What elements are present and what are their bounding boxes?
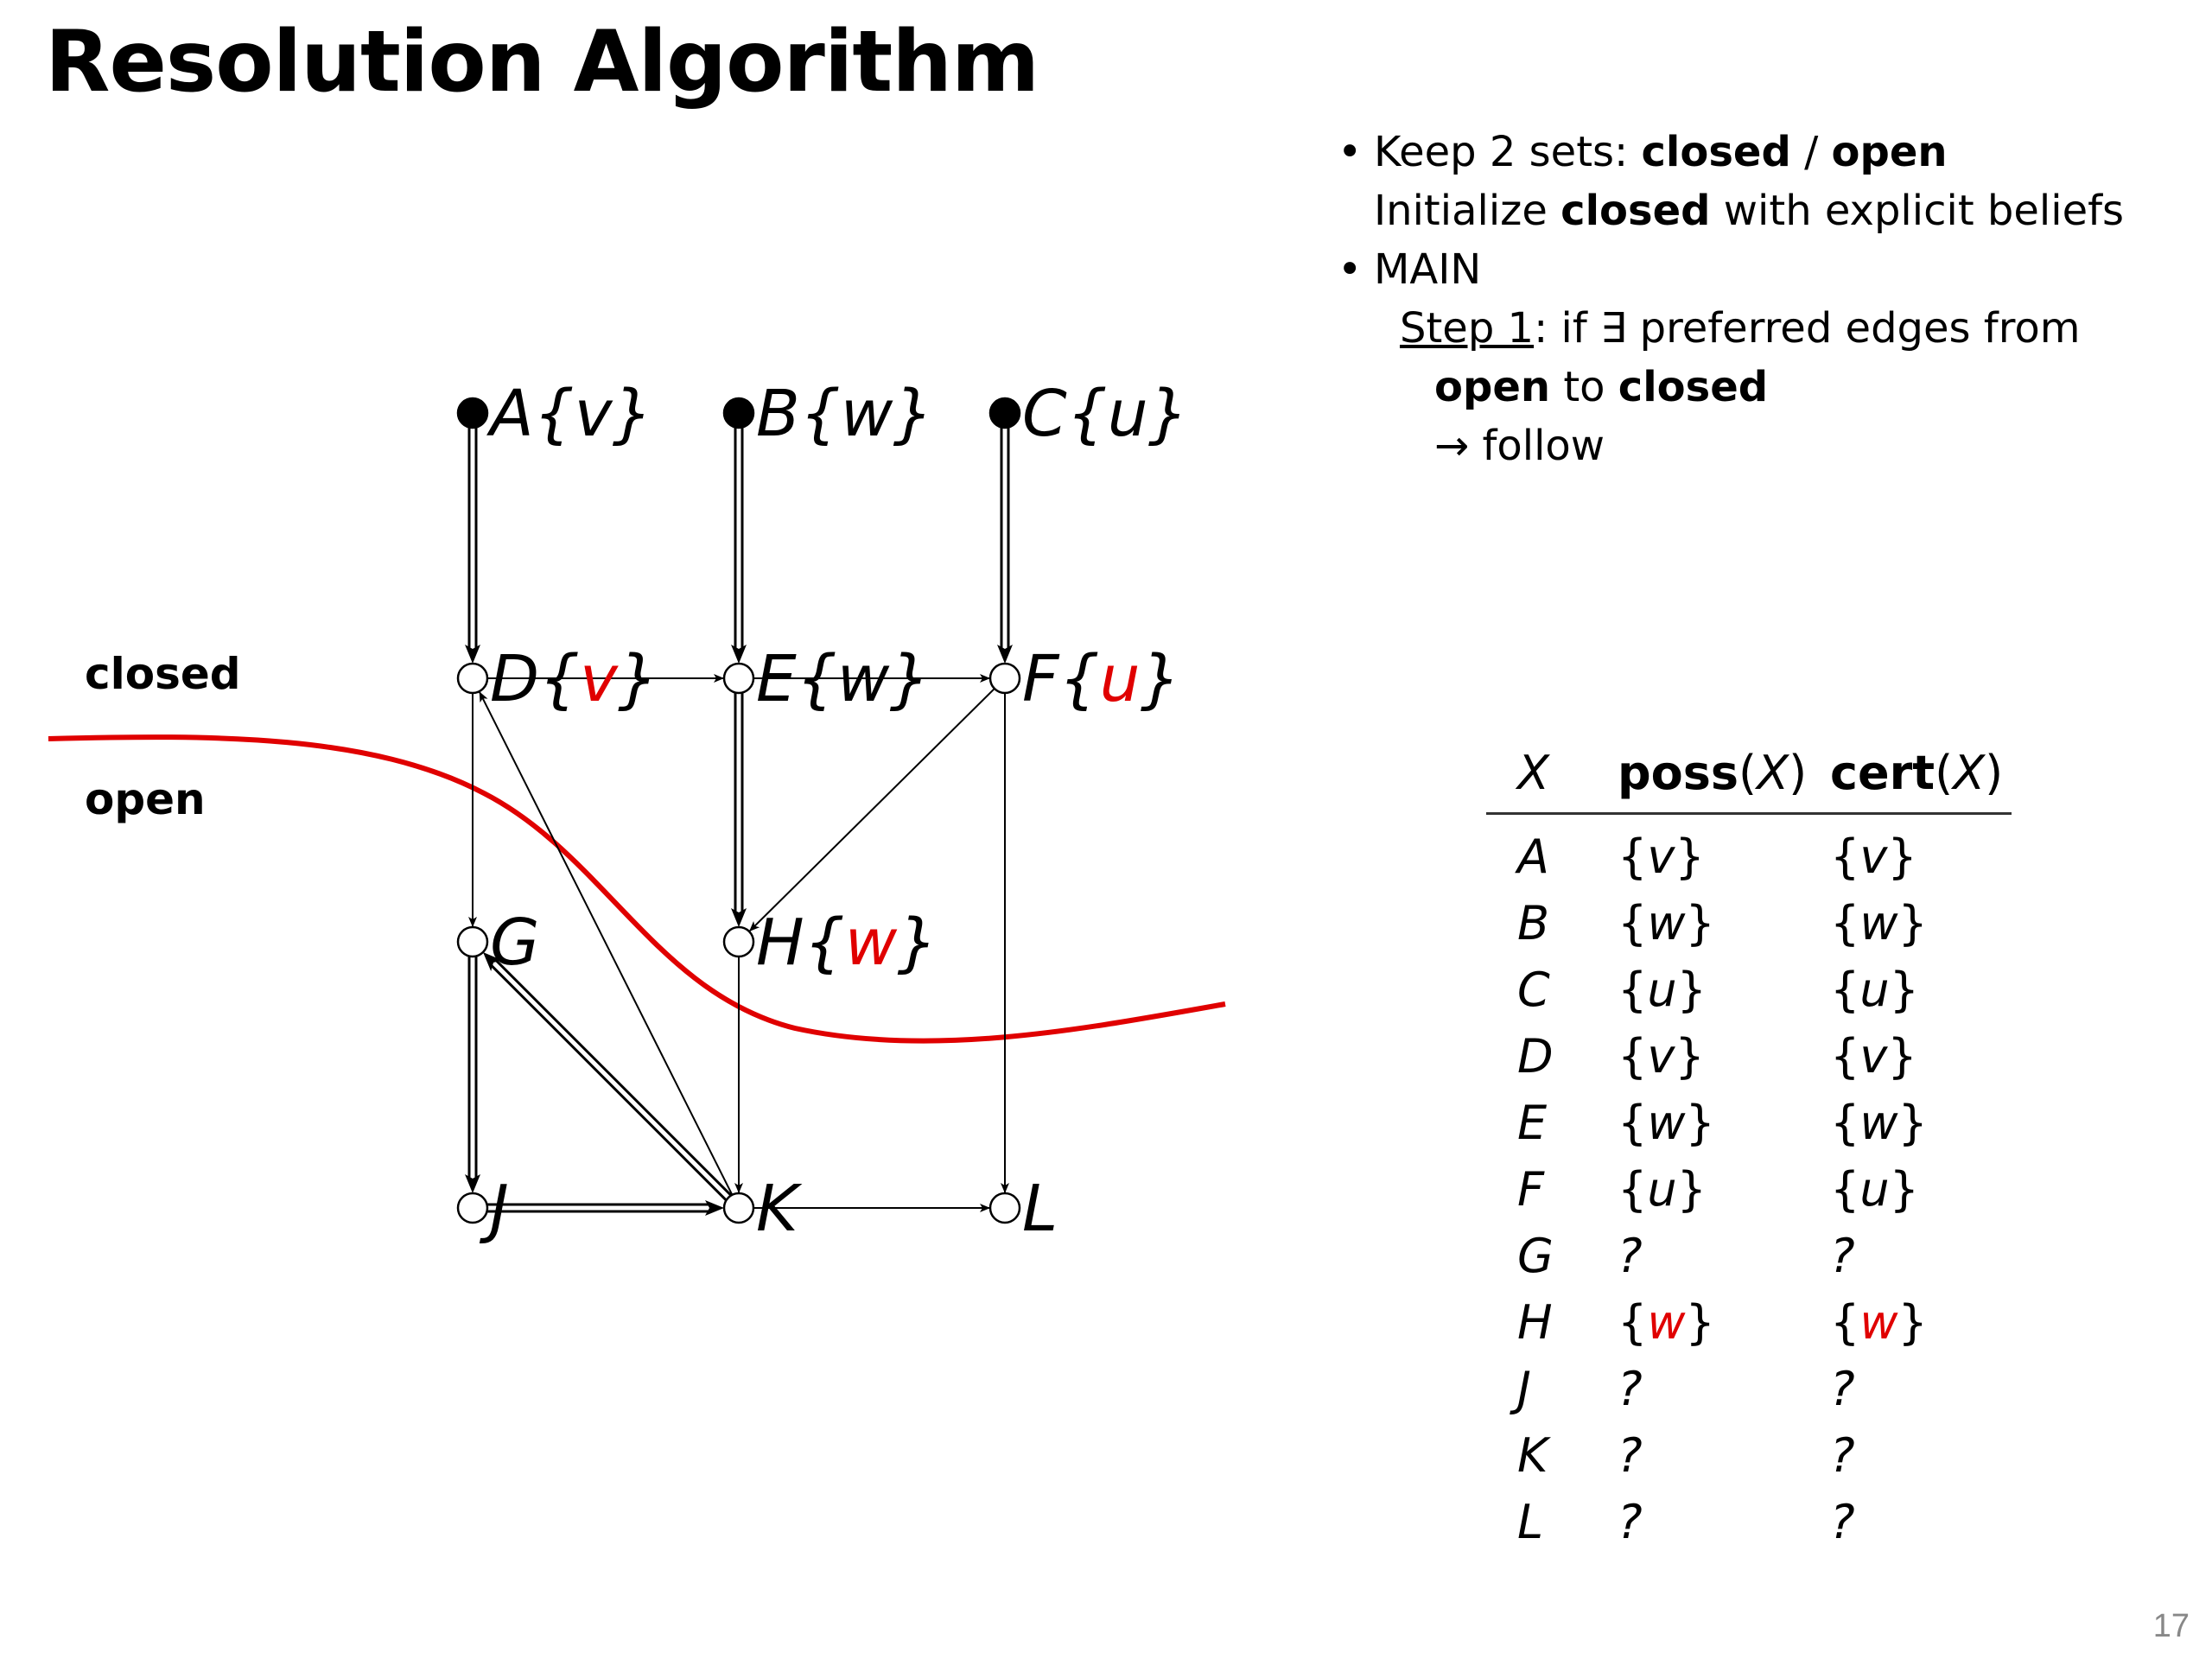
table-row	[1486, 1156, 2012, 1223]
node-F-label: F{u}	[1022, 642, 1181, 716]
cell-cert: {w}	[1830, 896, 1928, 950]
node-A	[458, 377, 653, 451]
node-K-label: K	[756, 1172, 798, 1246]
bullet-dot-icon: •	[1338, 128, 1363, 176]
page-number: 17	[2152, 1608, 2190, 1644]
bullet-keep-sets: • Keep 2 sets: closed / open	[1338, 123, 2124, 181]
edge-K-G	[484, 953, 731, 1200]
node-D-label: D{v}	[490, 642, 658, 716]
cell-x: B	[1517, 896, 1550, 950]
cell-cert: {w}	[1830, 1096, 1928, 1150]
table-row	[1486, 1489, 2012, 1555]
node-K-dot	[724, 1193, 753, 1223]
node-A-label: A{v}	[490, 377, 653, 451]
step-1-follow: → follow	[1434, 422, 1605, 470]
node-C-dot	[990, 398, 1020, 428]
cell-cert: {v}	[1830, 1029, 1917, 1084]
node-B	[724, 377, 933, 451]
table-row	[1486, 1356, 2012, 1422]
cell-x: H	[1517, 1295, 1553, 1350]
belief-graph	[0, 0, 1253, 1279]
bullet-dot-icon: •	[1338, 245, 1363, 294]
cell-x: D	[1517, 1029, 1554, 1084]
table-row	[1486, 1090, 2012, 1156]
cell-poss: {w}	[1618, 896, 1715, 950]
edge-B-E	[735, 428, 742, 663]
algorithm-notes	[1338, 123, 2124, 475]
closed-region-label: closed	[85, 649, 241, 699]
cell-poss: {w}	[1618, 1295, 1715, 1350]
node-H-dot	[724, 927, 753, 957]
bullet-initialize: Initialize closed with explicit beliefs	[1374, 187, 2125, 235]
cell-poss: {v}	[1618, 830, 1705, 884]
node-B-dot	[724, 398, 753, 428]
cell-poss: ?	[1618, 1229, 1643, 1283]
table-header-row	[1486, 733, 2012, 814]
node-A-dot	[458, 398, 487, 428]
cell-cert: ?	[1830, 1428, 1855, 1483]
cell-x: A	[1517, 830, 1549, 884]
open-region-label: open	[85, 774, 206, 824]
node-J	[458, 1172, 509, 1246]
table-row	[1486, 1422, 2012, 1489]
node-C	[990, 377, 1189, 451]
step-1-open-to-closed: open to closed	[1434, 363, 1769, 411]
step-1-line: Step 1: if ∃ preferred edges from	[1400, 304, 2081, 353]
edge-G-J	[469, 957, 476, 1192]
edge-A-D	[469, 428, 476, 663]
node-D-dot	[458, 664, 487, 693]
cell-poss: {u}	[1618, 963, 1707, 1017]
node-H	[724, 906, 938, 980]
table-row	[1486, 1023, 2012, 1090]
table-row	[1486, 890, 2012, 957]
node-H-label: H{w}	[756, 906, 938, 980]
slide-title: Resolution Algorithm	[45, 13, 1039, 111]
cell-cert: {w}	[1830, 1295, 1928, 1350]
header-x: X	[1486, 733, 1618, 814]
cell-x: E	[1517, 1096, 1548, 1150]
closed-keyword: closed	[1641, 128, 1791, 176]
node-L-dot	[990, 1193, 1020, 1223]
cell-x: C	[1517, 963, 1550, 1017]
cell-poss: ?	[1618, 1362, 1643, 1416]
cell-x: F	[1517, 1162, 1545, 1217]
cell-poss: ?	[1618, 1428, 1643, 1483]
cell-x: K	[1517, 1428, 1548, 1483]
cell-x: L	[1517, 1495, 1544, 1549]
table-row	[1486, 1289, 2012, 1356]
cell-cert: {u}	[1830, 963, 1919, 1017]
edge-F-H	[750, 689, 995, 931]
node-J-dot	[458, 1193, 487, 1223]
node-F-dot	[990, 664, 1020, 693]
node-F	[990, 642, 1181, 716]
cell-x: J	[1517, 1362, 1531, 1416]
node-E-label: E{w}	[756, 642, 931, 716]
table-row	[1486, 957, 2012, 1023]
step-1-label: Step 1	[1400, 304, 1535, 353]
edge-J-K	[487, 1205, 723, 1211]
node-D	[458, 642, 658, 716]
node-J-label: J	[490, 1172, 509, 1246]
node-K	[724, 1172, 803, 1246]
cell-x: G	[1517, 1229, 1554, 1283]
cell-cert: {u}	[1830, 1162, 1919, 1217]
cell-cert: ?	[1830, 1495, 1855, 1549]
table-row	[1486, 1223, 2012, 1289]
edge-C-F	[1001, 428, 1008, 663]
cell-poss: {v}	[1618, 1029, 1705, 1084]
cell-cert: {v}	[1830, 830, 1917, 884]
edge-E-H	[735, 693, 742, 926]
node-C-label: C{u}	[1022, 377, 1189, 451]
poss-cert-table	[1486, 733, 2012, 1555]
cell-poss: ?	[1618, 1495, 1643, 1549]
header-poss: poss(X)	[1618, 733, 1830, 814]
header-cert: cert(X)	[1830, 733, 2012, 814]
cell-cert: ?	[1830, 1362, 1855, 1416]
cell-poss: {w}	[1618, 1096, 1715, 1150]
closed-open-boundary	[48, 737, 1225, 1041]
node-B-label: B{w}	[756, 377, 934, 451]
node-G-label: G	[490, 906, 540, 980]
bullet-main: • MAIN	[1338, 240, 2124, 299]
node-E-dot	[724, 664, 753, 693]
open-keyword: open	[1831, 128, 1948, 176]
node-G-dot	[458, 927, 487, 957]
node-L-label: L	[1022, 1172, 1058, 1246]
cell-poss: {u}	[1618, 1162, 1707, 1217]
node-L	[990, 1172, 1058, 1246]
cell-cert: ?	[1830, 1229, 1855, 1283]
table-row	[1486, 814, 2012, 891]
